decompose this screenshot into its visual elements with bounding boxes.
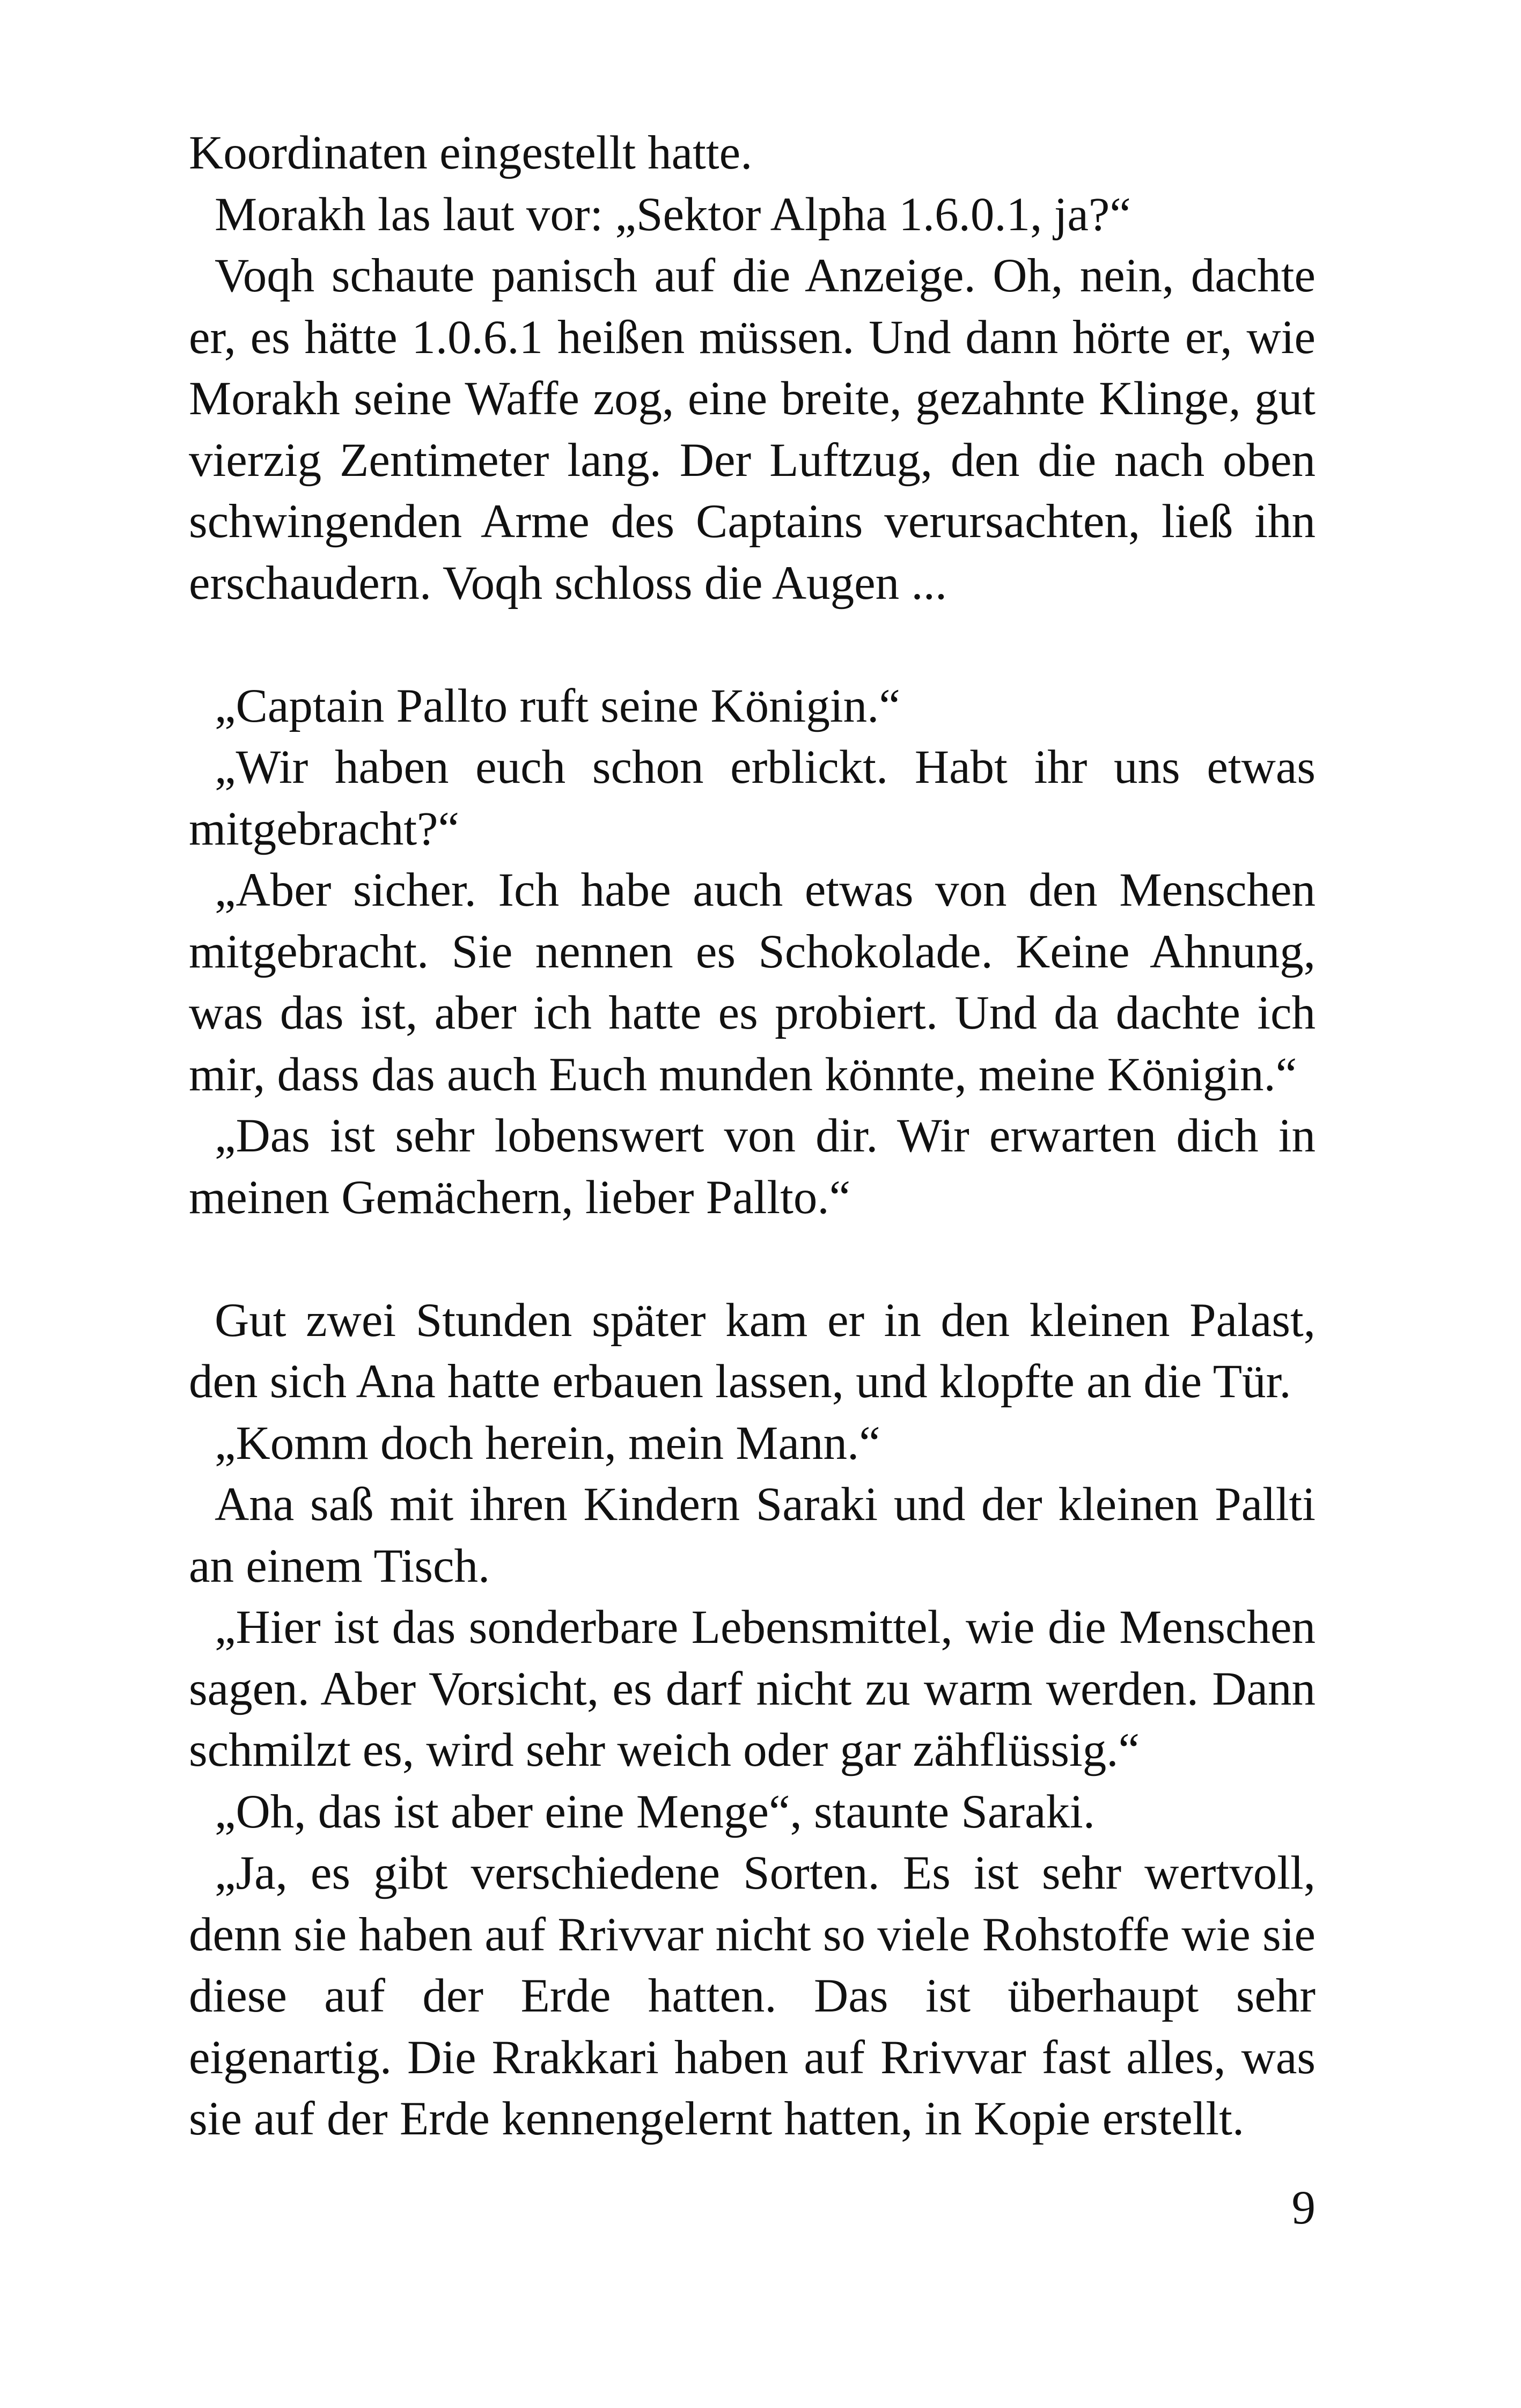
paragraph-come-in: „Komm doch herein, mein Mann.“ <box>215 1416 880 1470</box>
paragraph-ana-table: Ana saß mit ihren Kindern Saraki und der kleinen Pallti an einem Tisch. <box>189 1478 1316 1592</box>
paragraph-captain-calls: „Captain Pallto ruft seine Königin.“ <box>215 679 900 732</box>
paragraph-continuation: Koordinaten eingestellt hatte. <box>189 127 753 179</box>
page-number: 9 <box>1291 2182 1316 2234</box>
paragraph-saraki: „Oh, das ist aber eine Menge“, staunte Saraki. <box>215 1785 1095 1838</box>
paragraph-voqh-panics: Voqh schaute panisch auf die Anzeige. Oh, nein, dachte er, es hätte 1.0.6.1 heißen müssen. Und dann hörte er, wie Morakh seine Waffe zog, eine breite, gezahnte Klinge, gut vierzig Zentimeter lang. Der Luftzug, den die nach oben schwingenden Arme des Captains verursachten, ließ ihn erschaudern. Voqh schloss die Augen ... <box>189 249 1316 610</box>
paragraph-palace-visit: Gut zwei Stunden später kam er in den kleinen Palast, den sich Ana hatte erbauen lassen, und klopfte an die Tür. <box>189 1294 1316 1408</box>
paragraph-queen-reply: „Wir haben euch schon erblickt. Habt ihr uns etwas mitgebracht?“ <box>189 741 1316 855</box>
paragraph-warning: „Hier ist das sonderbare Lebensmittel, wie die Menschen sagen. Aber Vorsicht, es darf nicht zu warm werden. Dann schmilzt es, wird sehr weich oder gar zähflüssig.“ <box>189 1601 1316 1776</box>
paragraph-sorts: „Ja, es gibt verschiedene Sorten. Es ist sehr wertvoll, denn sie haben auf Rrivvar nicht so viele Rohstoffe wie sie diese auf der Erde hatten. Das ist überhaupt sehr eigenartig. Die Rrakkari haben auf Rrivvar fast alles, was sie auf der Erde kennengelernt hatten, in Kopie erstellt. <box>189 1847 1316 2145</box>
section-break <box>189 614 1316 676</box>
paragraph-praise: „Das ist sehr lobenswert von dir. Wir erwarten dich in meinen Gemächern, lieber Pallto.“ <box>189 1110 1316 1224</box>
paragraph-chocolate: „Aber sicher. Ich habe auch etwas von den Menschen mitgebracht. Sie nennen es Schokolade. Keine Ahnung, was das ist, aber ich hatte es probiert. Und da dachte ich mir, dass das auch Euch munden könnte, meine Königin.“ <box>189 864 1316 1101</box>
paragraph-morakh-reads: Morakh las laut vor: „Sektor Alpha 1.6.0.1, ja?“ <box>215 188 1131 241</box>
body-text <box>189 122 1316 2150</box>
section-break <box>189 1228 1316 1290</box>
